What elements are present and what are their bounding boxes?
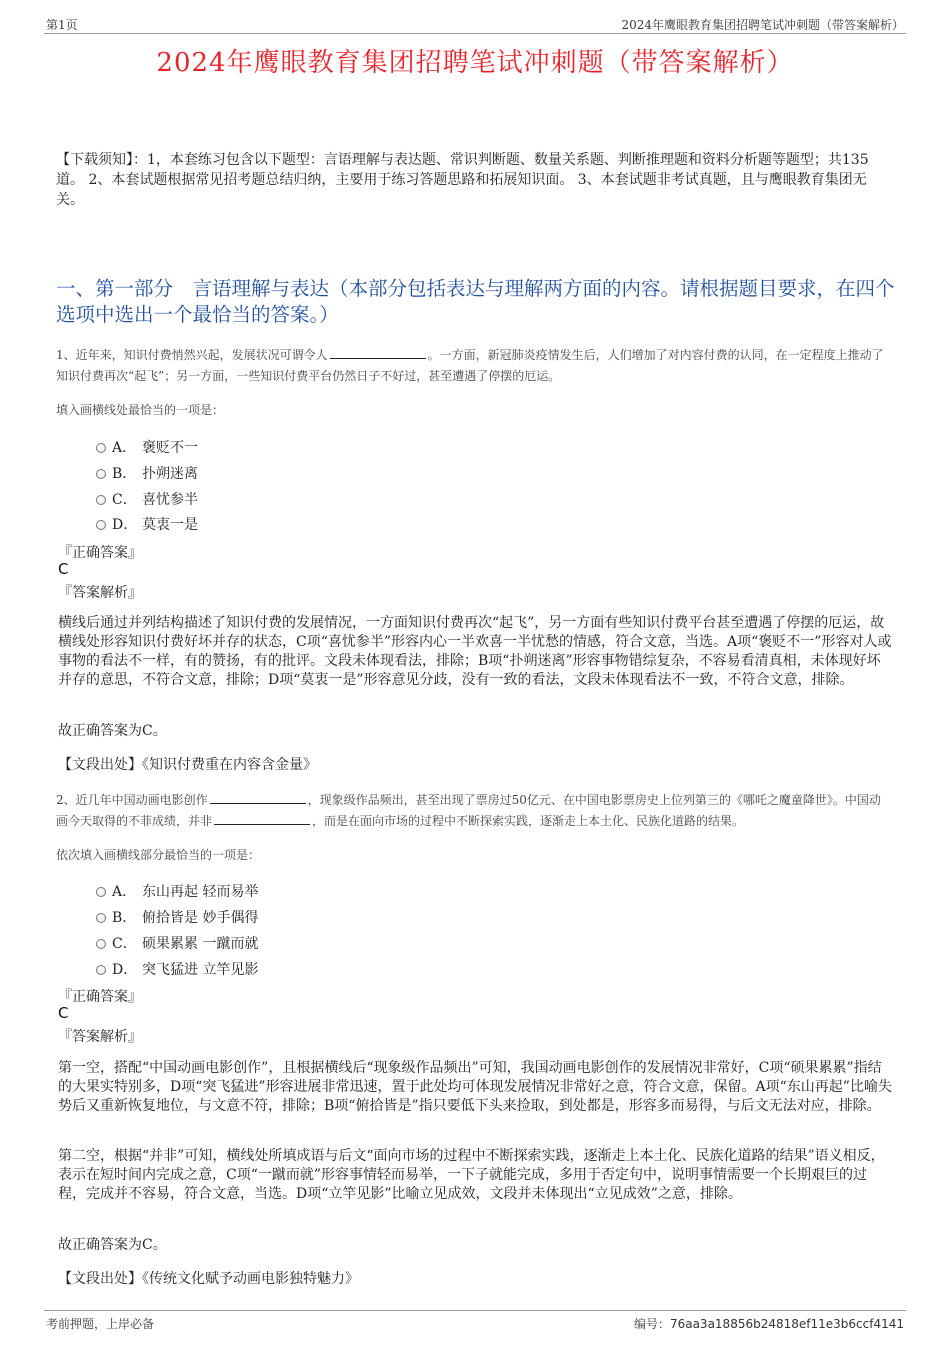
section-heading: 一、第一部分 言语理解与表达（本部分包括表达与理解两方面的内容。请根据题目要求，在四个选项中选出一个最恰当的答案。） <box>56 277 895 326</box>
answer-blank <box>214 813 310 825</box>
conclusion-text: 故正确答案为C。 <box>58 1237 167 1253</box>
radio-icon[interactable] <box>96 495 106 505</box>
correct-answer: C <box>58 1004 69 1022</box>
page-title: 2024年鹰眼教育集团招聘笔试冲刺题（带答案解析） <box>156 48 794 78</box>
radio-icon[interactable] <box>96 887 106 897</box>
option-c[interactable]: C． 硕果累累 一蹴而就 <box>96 933 258 953</box>
download-notice: 【下载须知】：1，本套练习包含以下题型：言语理解与表达题、常识判断题、数量关系题、判断推理题和资料分析题等题型；共135道。 2、本套试题根据常见招考题总结归纳，主要用于练习答题思路和拓展知识面。 3、本套试题非考试真题，且与鹰眼教育集团无关。 <box>56 152 869 208</box>
analysis-text-1: 第一空，搭配“中国动画电影创作”，且根据横线后“现象级作品频出”可知，我国动画电影创作的发展情况非常好，C项“硕果累累”指结的大果实特别多，D项“突飞猛进”形容进展非常迅速，置于此处均可体现发展情况非常好之意，符合文意，保留。A项“东山再起”比喻失势后又重新恢复地位，与文意不符，排除；B项“俯拾皆是”指只要低下头来捡取，到处都是，形容多而易得，与后文无法对应，排除。 <box>58 1060 892 1114</box>
analysis-label: 『答案解析』 <box>58 585 142 601</box>
page-number: 第1页 <box>46 18 78 32</box>
question-2-prompt: 依次填入画横线部分最恰当的一项是： <box>56 848 261 862</box>
answer-blank <box>210 792 306 804</box>
correct-answer-label: 『正确答案』 <box>58 545 142 561</box>
conclusion-text: 故正确答案为C。 <box>58 723 167 739</box>
answer-blank <box>330 347 426 359</box>
document-code: 编号：76aa3a18856b24818ef11e3b6ccf4141 <box>633 1317 904 1331</box>
footer-slogan: 考前押题，上岸必备 <box>46 1317 155 1331</box>
correct-answer: C <box>58 560 69 578</box>
page-footer <box>44 1310 906 1336</box>
question-2-stem: 2、近几年中国动画电影创作 ，现象级作品频出，甚至出现了票房过50亿元、在中国电影票房史上位列第三的《哪吒之魔童降世》。中国动画今天取得的不菲成绩，并非 ，而是在面向市场的过程中不断探索实践，逐渐走上本土化、民族化道路的结果。 <box>56 793 881 828</box>
radio-icon[interactable] <box>96 913 106 923</box>
page-header <box>44 14 906 34</box>
analysis-label: 『答案解析』 <box>58 1029 142 1045</box>
radio-icon[interactable] <box>96 469 106 479</box>
radio-icon[interactable] <box>96 520 106 530</box>
option-c[interactable]: C． 喜忧参半 <box>96 489 198 509</box>
source-citation: 【文段出处】《知识付费重在内容含金量》 <box>58 757 317 773</box>
radio-icon[interactable] <box>96 965 106 975</box>
analysis-text-2: 第二空，根据“并非”可知，横线处所填成语与后文“面向市场的过程中不断探索实践，逐渐走上本土化、民族化道路的结果”语义相反，表示在短时间内完成之意，C项“一蹴而就”形容事情轻而易举，一下子就能完成，多用于否定句中，说明事情需要一个长期艰巨的过程，完成并不容易，符合文意，当选。D项“立竿见影”比喻立见成效，文段并未体现出“立见成效”之意，排除。 <box>58 1148 885 1202</box>
radio-icon[interactable] <box>96 939 106 949</box>
option-a[interactable]: A． 东山再起 轻而易举 <box>96 881 258 901</box>
radio-icon[interactable] <box>96 443 106 453</box>
option-a[interactable]: A． 褒贬不一 <box>96 437 198 457</box>
option-d[interactable]: D． 突飞猛进 立竿见影 <box>96 959 258 979</box>
option-b[interactable]: B． 扑朔迷离 <box>96 463 198 483</box>
source-citation: 【文段出处】《传统文化赋予动画电影独特魅力》 <box>58 1271 359 1287</box>
option-d[interactable]: D． 莫衷一是 <box>96 514 198 534</box>
analysis-text: 横线后通过并列结构描述了知识付费的发展情况，一方面知识付费再次“起飞”，另一方面有些知识付费平台甚至遭遇了停摆的厄运，故横线处形容知识付费好坏并存的状态，C项“喜忧参半”形容内心一半欢喜一半忧愁的情感，符合文意，当选。A项“褒贬不一”形容对人或事物的看法不一样，有的赞扬，有的批评。文段未体现看法，排除；B项“扑朔迷离”形容事物错综复杂，不容易看清真相，未体现好坏并存的意思，不符合文意，排除；D项“莫衷一是”形容意见分歧，没有一致的看法，文段未体现看法不一致，不符合文意，排除。 <box>58 615 892 688</box>
question-1-stem: 1、近年来，知识付费悄然兴起，发展状况可谓令人 。一方面，新冠肺炎疫情发生后，人们增加了对内容付费的认同，在一定程度上推动了知识付费再次“起飞”；另一方面，一些知识付费平台仍然日子不好过，甚至遭遇了停摆的厄运。 <box>56 348 884 383</box>
header-doc-title: 2024年鹰眼教育集团招聘笔试冲刺题（带答案解析） <box>621 18 904 32</box>
question-1-prompt: 填入画横线处最恰当的一项是： <box>56 403 225 417</box>
correct-answer-label: 『正确答案』 <box>58 989 142 1005</box>
option-b[interactable]: B． 俯拾皆是 妙手偶得 <box>96 907 258 927</box>
